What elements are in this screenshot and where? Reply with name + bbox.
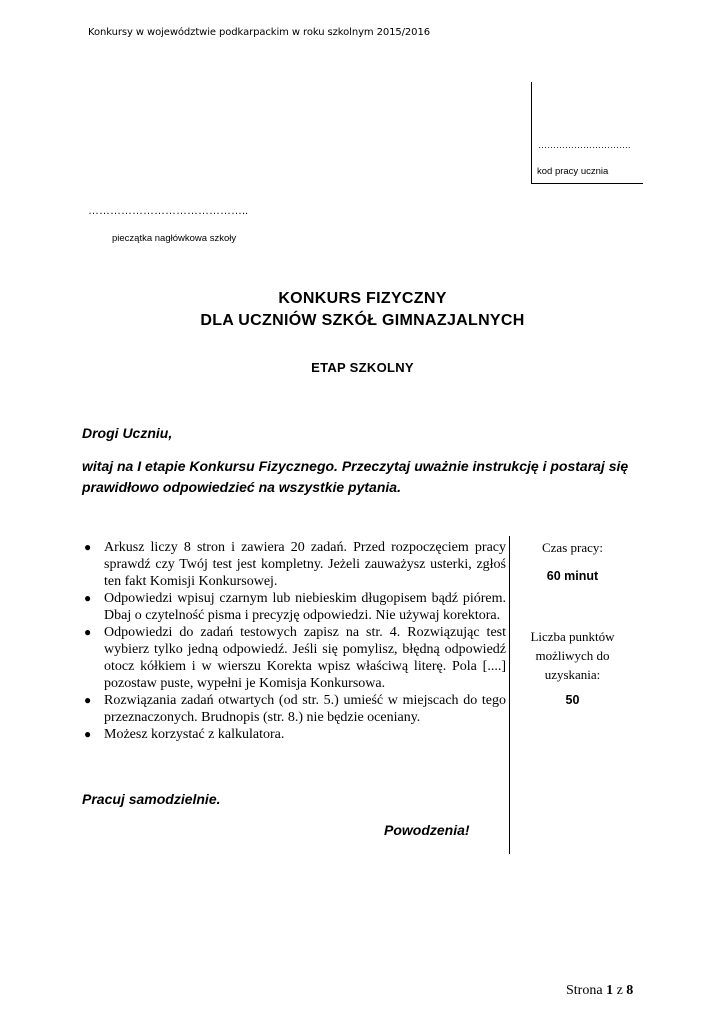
stamp-field-label: pieczątka nagłówkowa szkoły: [112, 233, 237, 244]
code-field-label: kod pracy ucznia: [537, 166, 609, 177]
code-box-bottom-border: [531, 183, 643, 184]
page-number: Strona 1 z 8: [566, 983, 634, 998]
code-box-left-border: [531, 82, 532, 184]
instructions-list: [82, 539, 506, 743]
contest-title: KONKURS FIZYCZNY: [278, 290, 447, 307]
column-divider: [509, 536, 510, 854]
instruction-item: ● Arkusz liczy 8 stron i zawiera 20 zadań. Przed rozpoczęciem pracy sprawdź czy Twój test jest kompletny. Jeżeli zauważysz usterki, zgłoś ten fakt Komisji Konkursowej.: [84, 540, 506, 589]
intro-text: witaj na I etapie Konkursu Fizycznego. Przeczytaj uważnie instrukcję i postaraj się prawidłowo odpowiedzieć na wszystkie pytania.: [82, 458, 629, 495]
contest-subtitle: DLA UCZNIÓW SZKÓŁ GIMNAZJALNYCH: [200, 312, 525, 329]
instruction-item: ● Odpowiedzi do zadań testowych zapisz na str. 4. Rozwiązując test wybierz tylko jedną odpowiedź. Jeśli się pomylisz, błędną odpowiedź otocz kółkiem i w wierszu Korekta wpisz właściwą literę. Pola [....] pozostaw puste, wypełni je Komisja Konkursowa.: [84, 625, 506, 691]
code-field-dots: ………………………….: [538, 140, 631, 150]
bullet-icon: ●: [84, 693, 92, 707]
greeting: Drogi Uczniu,: [82, 425, 173, 441]
instruction-item: ● Odpowiedzi wpisuj czarnym lub niebieskim długopisem bądź piórem. Dbaj o czytelność pisma i precyzję odpowiedzi. Nie używaj korektora.: [84, 591, 506, 623]
bullet-icon: ●: [84, 727, 92, 741]
bullet-icon: ●: [84, 540, 92, 554]
bullet-icon: ●: [84, 625, 92, 639]
instruction-item: ● Rozwiązania zadań otwartych (od str. 5.) umieść w miejscach do tego przeznaczonych. Brudnopis (str. 8.) nie będzie oceniany.: [84, 693, 506, 725]
work-independently: Pracuj samodzielnie.: [82, 791, 221, 807]
time-value: 60 minut: [546, 569, 599, 583]
time-label: Czas pracy:: [541, 540, 603, 555]
stamp-field-dots: ……………………………………..: [88, 205, 249, 217]
bullet-icon: ●: [84, 591, 92, 605]
points-label: Liczba punktów możliwych do uzyskania:: [530, 629, 615, 682]
good-luck: Powodzenia!: [384, 822, 470, 838]
points-value: 50: [565, 693, 580, 707]
page-header: Konkursy w województwie podkarpackim w roku szkolnym 2015/2016: [88, 27, 430, 38]
instruction-item: ● Możesz korzystać z kalkulatora.: [84, 727, 285, 742]
contest-stage: ETAP SZKOLNY: [311, 360, 414, 375]
